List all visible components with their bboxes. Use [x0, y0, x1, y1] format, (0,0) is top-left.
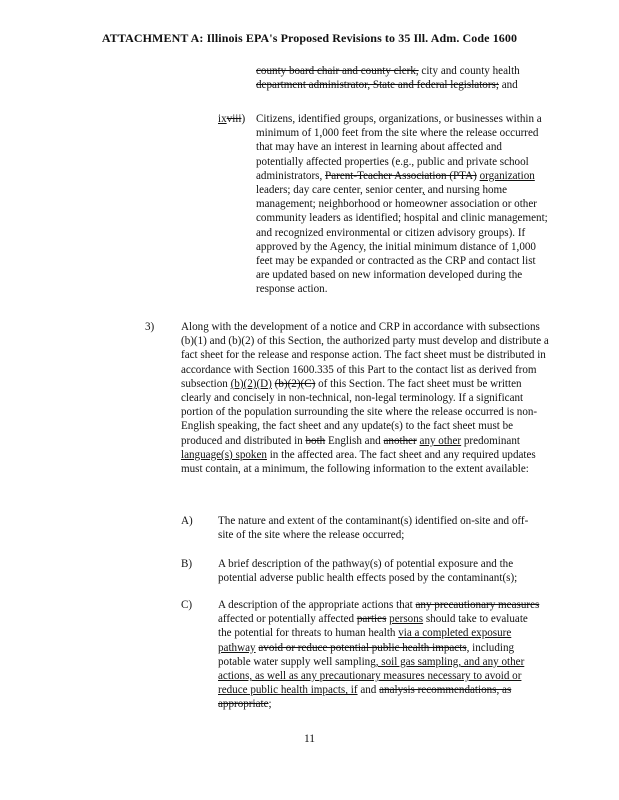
text-run: and — [357, 684, 380, 697]
text-run: should take to evaluate the potential for threats to human health — [218, 613, 528, 640]
deleted-text: county board chair and county clerk, — [256, 65, 419, 77]
page-number: 11 — [303, 733, 316, 745]
item-b-label: B) — [181, 558, 193, 570]
continuation-paragraph — [256, 64, 556, 92]
deleted-text: parties — [356, 613, 387, 626]
text-run: ; — [268, 698, 272, 711]
inserted-text: language(s) spoken — [181, 448, 267, 461]
paragraph-3-text — [181, 320, 549, 476]
deleted-text: department administrator, State and federal legislators; — [256, 79, 499, 92]
item-a-label: A) — [181, 515, 193, 527]
deleted-text: avoid or reduce potential public health impacts — [258, 641, 467, 654]
deleted-text: (b)(2)(C) — [274, 377, 316, 390]
text-run: city and county health — [418, 65, 520, 77]
deleted-text: viii — [226, 113, 242, 125]
text-run: and nursing home management; neighborhood or homeowner association or other community leaders as identified; hospital and clinic management; and recognized environmental or citizen advisory groups). If approved by the Agency, the initial minimum distance of 1,000 feet may be expanded or contracted as the CRP and contact list are updated based on new information developed during the response action. — [256, 184, 548, 296]
text-run: Along with the development of a notice and CRP in accordance with subsections (b)(1) and (b)(2) of this Section, the authorized party must develop and distribute a fact sheet for the release and response action. The fact sheet must be distributed in accordance with Section 1600.335 of this Part to the contact list as derived from subsection — [181, 321, 549, 390]
text-run: English and — [325, 434, 384, 447]
text-run: ) — [241, 113, 246, 125]
item-c-label: C) — [181, 599, 193, 611]
text-run: affected or potentially affected — [218, 613, 357, 626]
text-run: in the affected area. The fact sheet and any required updates must contain, at a minimum, the following information to the extent available: — [181, 448, 536, 476]
inserted-text: , soil gas sampling, and any other actions, as well as any precautionary measures necessary to avoid or reduce public health impacts, if — [218, 655, 525, 697]
text-run: and — [498, 79, 518, 92]
inserted-text: persons — [389, 613, 424, 626]
deleted-text: another — [383, 434, 417, 447]
text-run: of this Section. The fact sheet must be written clearly and concisely in non-technical, non-legal terminology. If a significant portion of the population surrounding the site where the release occurred is non-English speaking, the fact sheet and any update(s) to the fact sheet must be produced and distributed in — [181, 377, 538, 447]
inserted-text: organization — [479, 169, 535, 182]
deleted-text: Parent-Teacher Association (PTA) — [325, 169, 477, 182]
inserted-text: ix — [218, 113, 227, 125]
text-run: leaders; day care center, senior center — [256, 184, 423, 197]
text-run: A description of the appropriate actions that — [218, 599, 416, 611]
item-a-text: The nature and extent of the contaminant(s) identified on-site and off-site of the site where the release occurred; — [218, 515, 529, 542]
inserted-text: , — [422, 184, 425, 197]
item-xvii-text — [256, 112, 549, 297]
paragraph-3-label: 3) — [145, 321, 155, 333]
deleted-text: any precautionary measures — [415, 599, 540, 611]
inserted-text: (b)(2)(D) — [230, 377, 272, 390]
item-xvii-label — [218, 112, 245, 126]
item-c-text — [218, 598, 544, 712]
inserted-text: via a completed exposure pathway — [218, 627, 512, 654]
text-run: predominant — [461, 434, 520, 447]
text-run: Citizens, identified groups, organizations, or businesses within a minimum of 1,000 feet from the site where the release occurred that may have an interest in learning about affected and potentially affected properties (e.g., public and private school administrators, — [256, 113, 542, 182]
inserted-text: any other — [419, 434, 462, 447]
page-header: ATTACHMENT A: Illinois EPA's Proposed Revisions to 35 Ill. Adm. Code 1600 — [101, 31, 518, 45]
item-b-text: A brief description of the pathway(s) of potential exposure and the potential adverse public health effects posed by the contaminant(s); — [218, 558, 518, 585]
deleted-text: analysis recommendations, as appropriate — [218, 684, 512, 711]
deleted-text: both — [305, 434, 326, 447]
text-run: , including potable water supply well sampling — [218, 641, 515, 668]
